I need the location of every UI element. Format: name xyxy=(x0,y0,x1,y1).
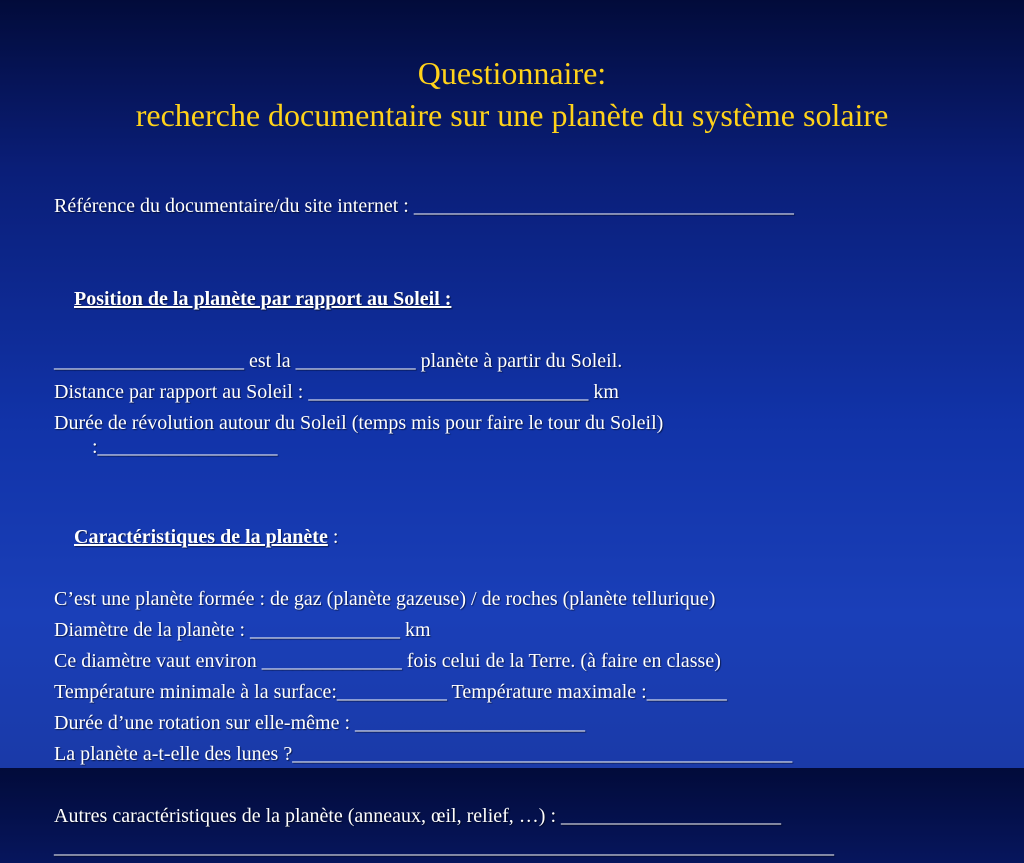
distance-line: Distance par rapport au Soleil : ____________________________ km xyxy=(54,381,619,403)
spacer xyxy=(54,463,984,491)
rank-line: ___________________ est la ____________ planète à partir du Soleil. xyxy=(54,350,623,372)
spacer xyxy=(54,770,984,801)
diameter-ratio-line: Ce diamètre vaut environ ______________ fois celui de la Terre. (à faire en classe) xyxy=(54,650,721,672)
revolution-line: Durée de révolution autour du Soleil (temps mis pour faire le tour du Soleil) :__________________ xyxy=(54,412,664,458)
characteristics-heading xyxy=(54,491,984,584)
moons-line: La planète a-t-elle des lunes ?__________________________________________________ xyxy=(54,743,793,765)
reference-line: Référence du documentaire/du site internet : ______________________________________ xyxy=(54,195,794,217)
title-line-2: recherche documentaire sur une planète du système solaire xyxy=(135,97,889,133)
position-heading xyxy=(54,253,984,346)
composition-line: C’est une planète formée : de gaz (planète gazeuse) / de roches (planète tellurique) xyxy=(54,588,716,610)
rotation-line: Durée d’une rotation sur elle-même : _______________________ xyxy=(54,712,585,734)
position-heading-text: Position de la planète par rapport au Soleil : xyxy=(74,288,452,310)
questionnaire-body xyxy=(54,191,984,863)
characteristics-heading-suffix: : xyxy=(327,526,339,548)
diameter-line: Diamètre de la planète : _______________ km xyxy=(54,619,431,641)
other-characteristics-line: Autres caractéristiques de la planète (anneaux, œil, relief, …) : ______________________ xyxy=(54,805,782,827)
title-line-1: Questionnaire: xyxy=(417,55,607,91)
characteristics-heading-text: Caractéristiques de la planète xyxy=(74,526,328,548)
slide-title xyxy=(0,52,1024,136)
other-blank-line: ______________________________________________________________________________ xyxy=(54,836,834,858)
temperature-line: Température minimale à la surface:___________ Température maximale :________ xyxy=(54,681,727,703)
spacer xyxy=(54,222,984,253)
